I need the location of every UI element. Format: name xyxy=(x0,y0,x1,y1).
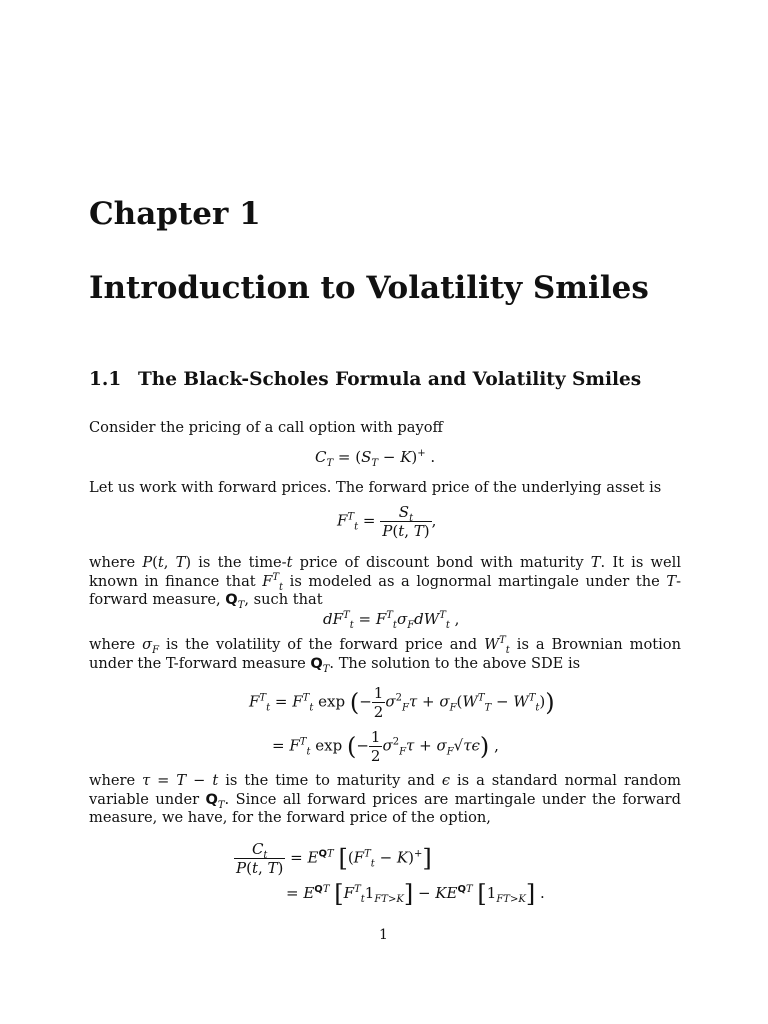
paragraph-1: Consider the pricing of a call option with payoff xyxy=(89,419,443,436)
chapter-label: Chapter 1 xyxy=(89,196,261,232)
section-heading xyxy=(89,369,641,390)
page xyxy=(89,0,681,1024)
equation-solution-line-1: $F^T_t = F^T_t$ exp (− $\frac{1}{2}$ $\sigma^2_F\tau + \sigma_F(W^T_T - W^T_t)$) xyxy=(249,684,555,721)
equation-option-price-line-2: = $E^{QT}$ $[F^T_t1_{FT>K}] - KE^{QT}$ $[1_{FT>K}]$ . xyxy=(286,880,545,908)
paragraph-4: where $\sigma_F$ is the volatility of the forward price and $W^T_t$ is a Brownian motion under the T-forward measure $Q_T$. The solution to the above SDE is xyxy=(89,635,681,675)
chapter-title: Introduction to Volatility Smiles xyxy=(89,270,649,306)
paragraph-5: where τ = T − t is the time to maturity and ϵ is a standard normal random variable under $Q_T$. Since all forward prices are martingale under the forward measure, we have, for the forward price of the option, xyxy=(89,772,681,826)
paragraph-3: where P(t, T) is the time-t price of discount bond with maturity T. It is well known in finance that $F^T_t$ is modeled as a lognormal martingale under the T-forward measure, $Q_T$, such that xyxy=(89,554,681,611)
equation-option-price-line-1: $\frac{C_t}{P(t, T)}$ = $E^{QT}$ $[(F^T_t - K)^+]$ xyxy=(236,840,432,877)
page-number: 1 xyxy=(379,927,388,943)
section-title: The Black-Scholes Formula and Volatility Smiles xyxy=(138,369,642,390)
equation-sde: $dF^T_t = F^T_t\sigma_FdW^T_t$ , xyxy=(323,610,460,631)
equation-payoff: $C_T = (S_T - K)^+$ . xyxy=(315,448,436,469)
equation-solution-line-2: = $F^T_t$ exp (− $\frac{1}{2}$ $\sigma^2_F\tau + \sigma_F√\tau\epsilon$) , xyxy=(272,728,499,765)
equation-forward-price: $F^T_t$ = $\frac{S_t}{P(t, T)}$ , xyxy=(337,503,437,540)
paragraph-2: Let us work with forward prices. The forward price of the underlying asset is xyxy=(89,479,662,496)
section-number: 1.1 xyxy=(89,369,122,390)
